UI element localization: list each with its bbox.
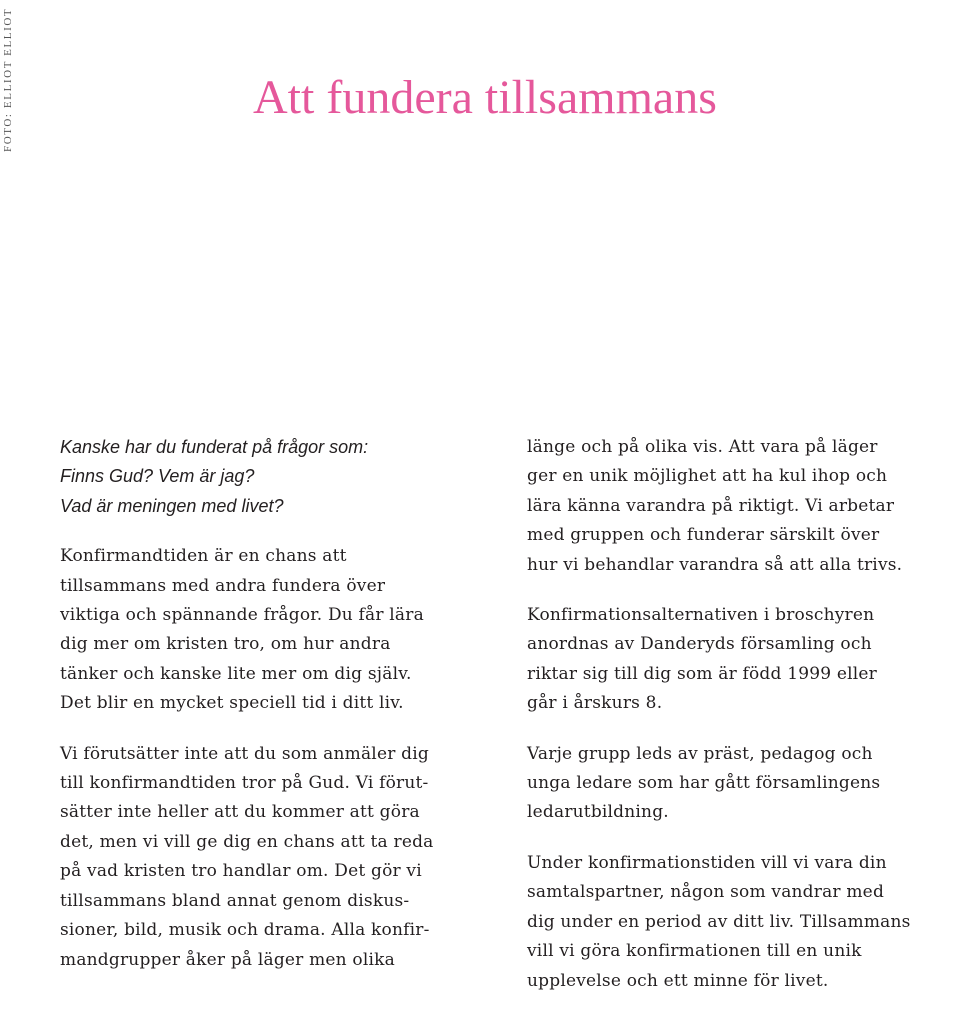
text-line: viktiga och spännande frågor. Du får lära <box>60 605 424 626</box>
page-title: Att fundera tillsammans <box>253 71 717 124</box>
text-line: dig under en period av ditt liv. Tillsammans <box>527 911 911 932</box>
text-line: Kanske har du funderat på frågor som: <box>60 437 369 457</box>
paragraph-conversation-partner <box>527 849 957 996</box>
text-line: går i årskurs 8. <box>527 693 663 714</box>
text-line: Det blir en mycket speciell tid i ditt liv. <box>60 693 404 714</box>
text-line: Finns Gud? Vem är jag? <box>60 466 255 487</box>
text-line: Vad är meningen med livet? <box>60 495 284 516</box>
text-line: lära känna varandra på riktigt. Vi arbetar <box>527 495 895 516</box>
text-line: på vad kristen tro handlar om. Det gör vi <box>60 861 422 882</box>
text-line: unga ledare som har gått församlingens <box>527 773 881 794</box>
text-line: ledarutbildning. <box>527 802 669 823</box>
text-line: riktar sig till dig som är född 1999 eller <box>527 663 877 684</box>
text-line: det, men vi vill ge dig en chans att ta reda <box>60 831 434 852</box>
paragraph-leaders <box>527 740 957 828</box>
text-line: samtalspartner, någon som vandrar med <box>527 882 885 903</box>
right-column <box>527 433 957 1017</box>
left-column <box>60 433 500 996</box>
text-line: tänker och kanske lite mer om dig själv. <box>60 663 412 684</box>
paragraph-confirmation-time <box>60 542 500 718</box>
text-line: Konfirmandtiden är en chans att <box>60 546 347 567</box>
text-line: med gruppen och funderar särskilt över <box>527 525 880 546</box>
text-line: vill vi göra konfirmationen till en unik <box>527 941 862 962</box>
photo-credit: FOTO: ELLIOT ELLIOT <box>2 7 14 152</box>
text-line: dig mer om kristen tro, om hur andra <box>60 634 391 655</box>
paragraph-alternatives <box>527 601 957 719</box>
text-line: Under konfirmationstiden vill vi vara din <box>527 852 887 873</box>
text-line: till konfirmandtiden tror på Gud. Vi förut- <box>60 773 429 794</box>
paragraph-faith <box>60 740 500 975</box>
text-line: sätter inte heller att du kommer att göra <box>60 802 420 823</box>
text-line: länge och på olika vis. Att vara på läger <box>527 437 878 457</box>
text-line: Varje grupp leds av präst, pedagog och <box>527 743 873 764</box>
text-line: sioner, bild, musik och drama. Alla konfir- <box>60 920 430 941</box>
text-line: Vi förutsätter inte att du som anmäler dig <box>60 743 429 764</box>
text-line: mandgrupper åker på läger men olika <box>60 949 395 970</box>
intro-questions <box>60 433 500 521</box>
text-line: Konfirmationsalternativen i broschyren <box>527 605 875 626</box>
text-line: tillsammans bland annat genom diskus- <box>60 890 410 911</box>
text-line: tillsammans med andra fundera över <box>60 575 386 596</box>
text-line: hur vi behandlar varandra så att alla trivs. <box>527 554 903 575</box>
text-line: upplevelse och ett minne för livet. <box>527 970 829 991</box>
paragraph-camp <box>527 433 957 580</box>
text-line: anordnas av Danderyds församling och <box>527 634 872 655</box>
text-line: ger en unik möjlighet att ha kul ihop och <box>527 466 888 487</box>
